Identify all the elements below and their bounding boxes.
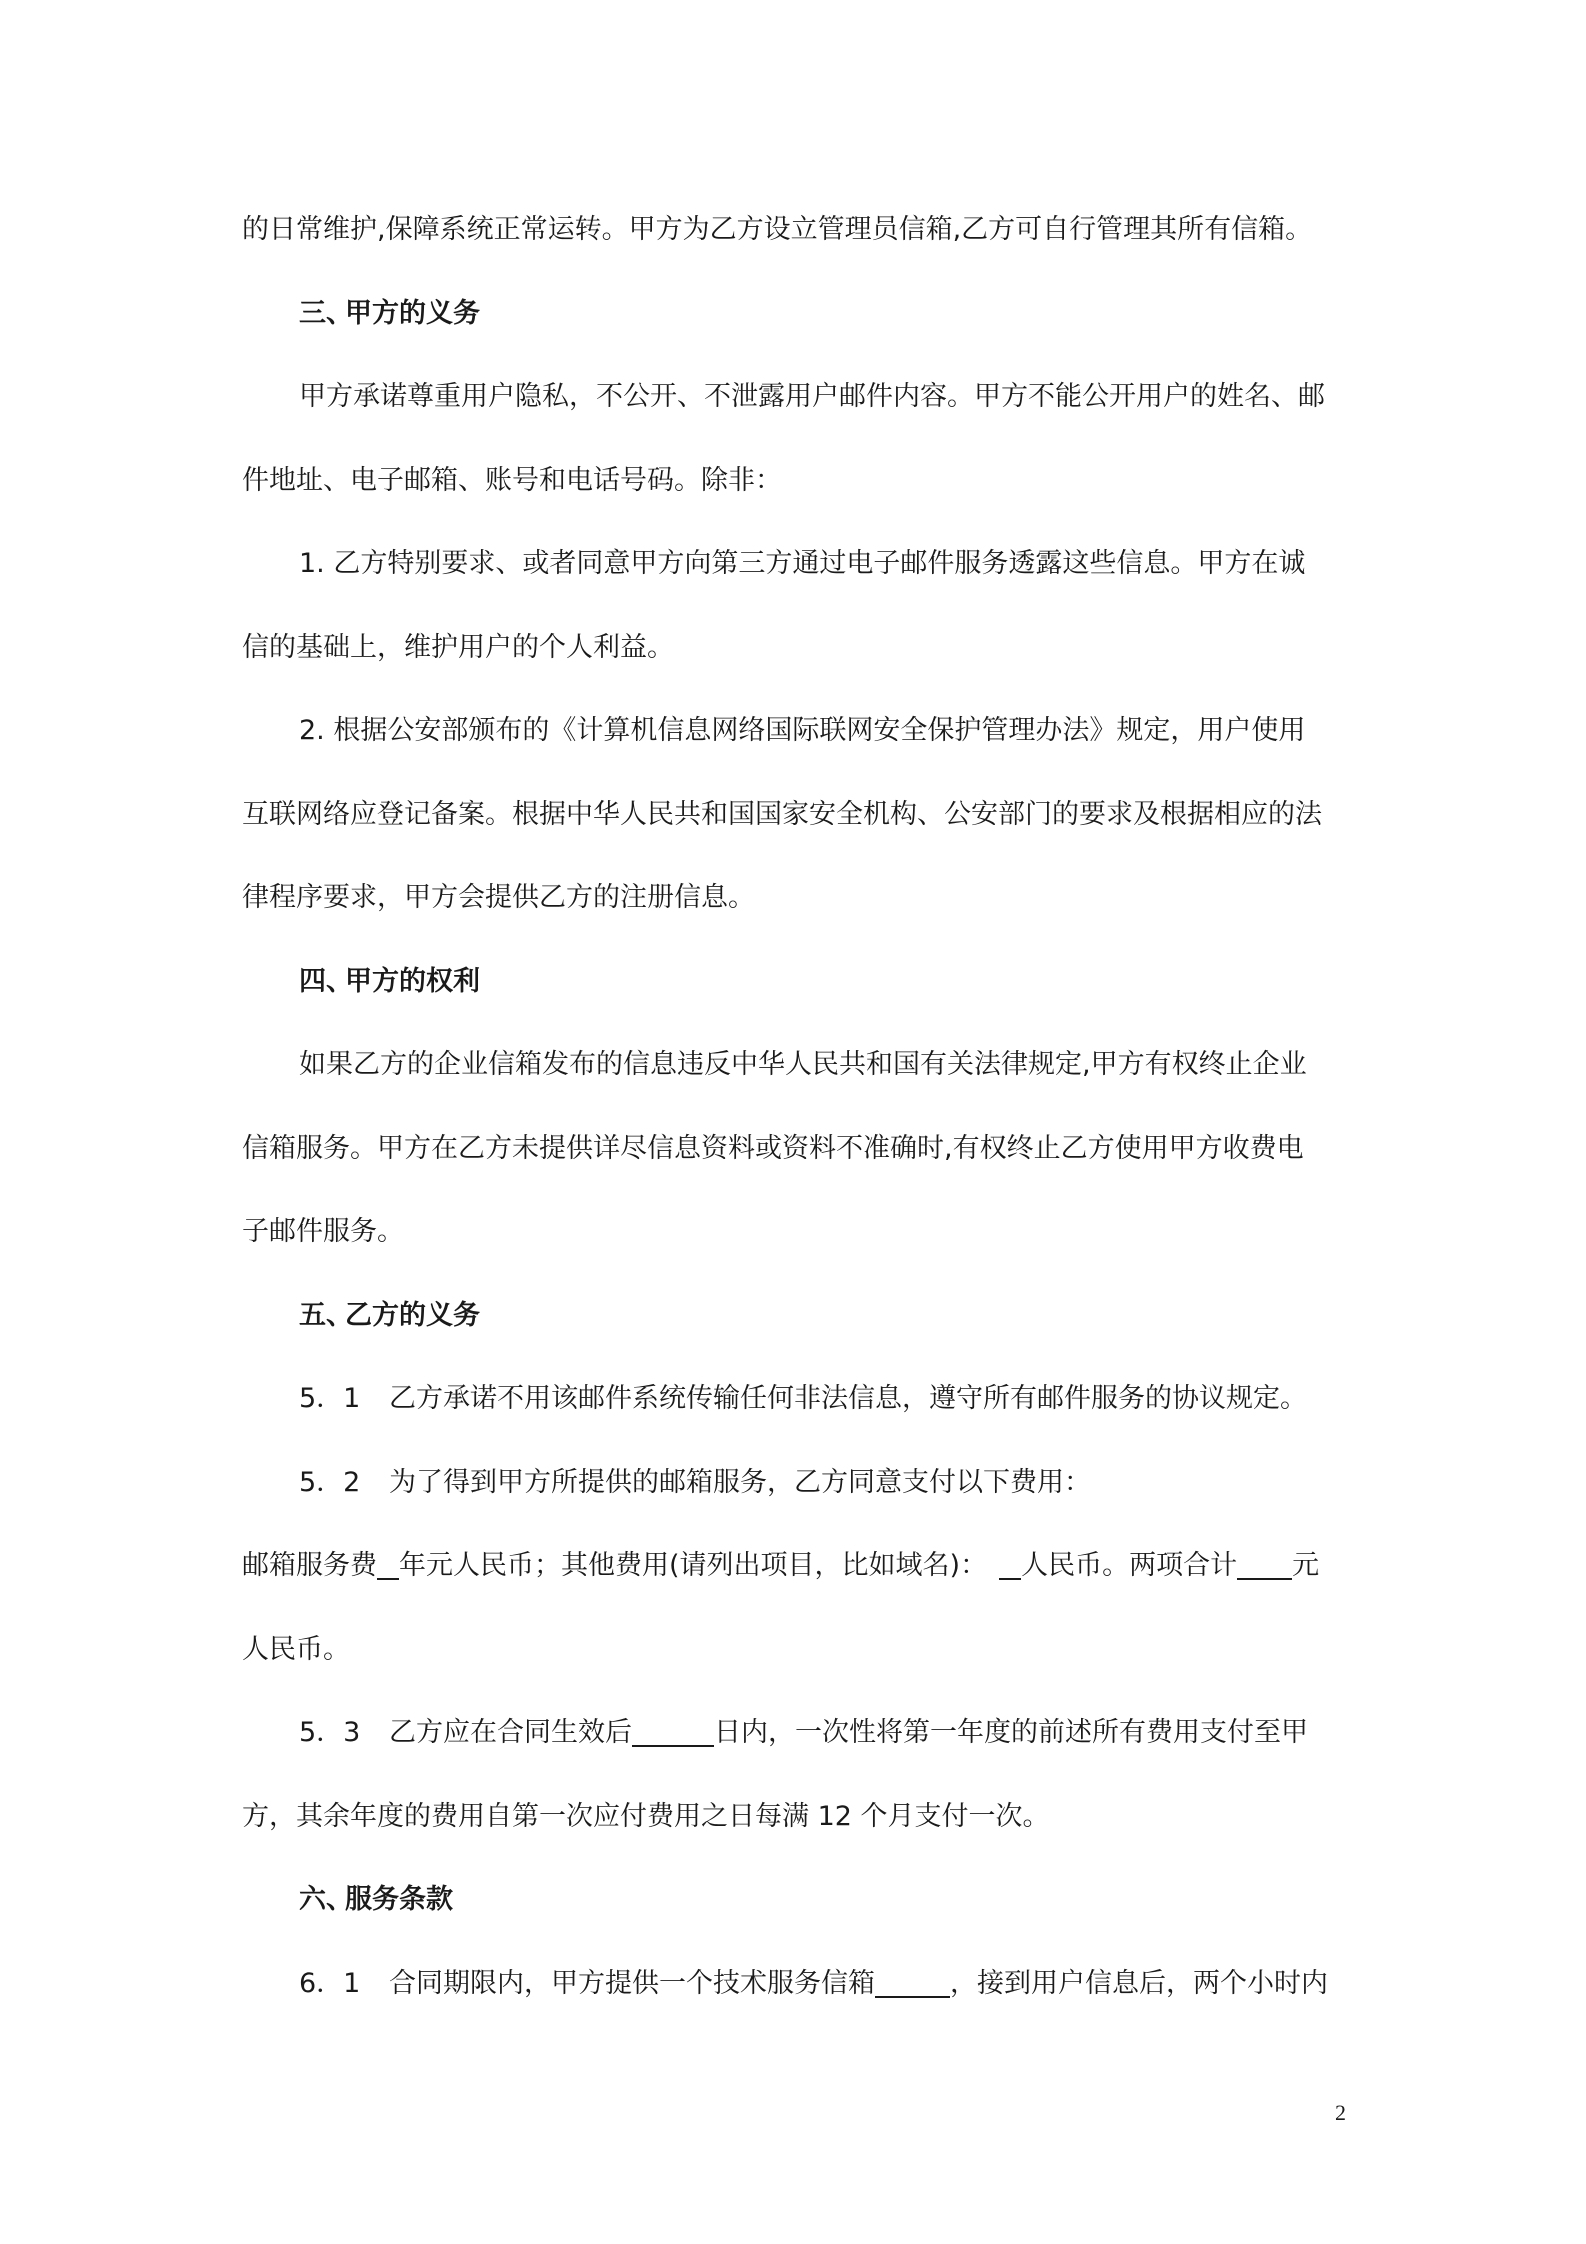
clause-text-2: 日内，一次性将第一年度的前述所有费用支付至甲 bbox=[714, 1717, 1308, 1748]
paragraph-line: 的日常维护,保障系统正常运转。甲方为乙方设立管理员信箱,乙方可自行管理其所有信箱。 bbox=[242, 214, 1313, 245]
clause-number: 5．1 bbox=[299, 1383, 361, 1414]
page-number: 2 bbox=[1335, 2100, 1346, 2125]
list-item-line: 互联网络应登记备案。根据中华人民共和国国家安全机构、公安部门的要求及根据相应的法 bbox=[242, 799, 1322, 830]
list-item-line: 律程序要求，甲方会提供乙方的注册信息。 bbox=[242, 882, 755, 913]
list-item-line: 1. 乙方特别要求、或者同意甲方向第三方通过电子邮件服务透露这些信息。甲方在诚 bbox=[299, 548, 1306, 579]
heading-title: 服务条款 bbox=[345, 1884, 453, 1915]
heading-number: 五、 bbox=[299, 1300, 353, 1331]
clause-text: 乙方应在合同生效后 bbox=[389, 1717, 632, 1748]
paragraph-line: 甲方承诺尊重用户隐私，不公开、不泄露用户邮件内容。甲方不能公开用户的姓名、邮 bbox=[299, 381, 1325, 412]
clause-number: 5．2 bbox=[299, 1467, 361, 1498]
clause-line bbox=[299, 1713, 1419, 1753]
days-blank[interactable] bbox=[632, 1715, 714, 1747]
clause-line bbox=[299, 1463, 1419, 1503]
heading-number: 四、 bbox=[299, 966, 353, 997]
fee-label: 邮箱服务费 bbox=[242, 1550, 377, 1581]
paragraph-line: 方，其余年度的费用自第一次应付费用之日每满 12 个月支付一次。 bbox=[242, 1801, 1050, 1832]
heading-number: 三、 bbox=[299, 298, 353, 329]
paragraph-line: 信箱服务。甲方在乙方未提供详尽信息资料或资料不准确时,有权终止乙方使用甲方收费电 bbox=[242, 1133, 1304, 1164]
fee-unit: 元 bbox=[1292, 1550, 1320, 1581]
heading-title: 甲方的权利 bbox=[345, 966, 480, 997]
list-item-line: 信的基础上，维护用户的个人利益。 bbox=[242, 632, 674, 663]
paragraph-line: 件地址、电子邮箱、账号和电话号码。除非： bbox=[242, 465, 782, 496]
heading-number: 六、 bbox=[299, 1884, 353, 1915]
service-mailbox-blank[interactable] bbox=[875, 1966, 950, 1998]
heading-title: 甲方的义务 bbox=[345, 298, 480, 329]
section-heading-5 bbox=[299, 1296, 1419, 1336]
clause-number: 6．1 bbox=[299, 1968, 361, 1999]
clause-line bbox=[299, 1964, 1419, 2004]
fee-text-2: 人民币。两项合计 bbox=[1021, 1550, 1238, 1581]
section-heading-3 bbox=[299, 294, 1419, 334]
total-fee-blank[interactable] bbox=[1237, 1548, 1292, 1580]
clause-text: 合同期限内，甲方提供一个技术服务信箱 bbox=[389, 1968, 875, 1999]
list-item-line: 2. 根据公安部颁布的《计算机信息网络国际联网安全保护管理办法》规定，用户使用 bbox=[299, 715, 1306, 746]
fee-line bbox=[242, 1546, 1362, 1586]
paragraph-line: 如果乙方的企业信箱发布的信息违反中华人民共和国有关法律规定,甲方有权终止企业 bbox=[299, 1049, 1307, 1080]
other-fee-blank[interactable] bbox=[999, 1548, 1021, 1580]
paragraph-line: 人民币。 bbox=[242, 1634, 350, 1665]
paragraph-line: 子邮件服务。 bbox=[242, 1216, 404, 1247]
section-heading-6 bbox=[299, 1880, 1419, 1920]
mailbox-fee-blank[interactable] bbox=[377, 1548, 399, 1580]
clause-text-2: ，接到用户信息后，两个小时内 bbox=[950, 1968, 1328, 1999]
section-heading-4 bbox=[299, 962, 1419, 1002]
clause-line bbox=[299, 1379, 1419, 1419]
clause-text: 乙方承诺不用该邮件系统传输任何非法信息，遵守所有邮件服务的协议规定。 bbox=[389, 1383, 1307, 1414]
fee-text: 年元人民币；其他费用(请列出项目，比如域名)： bbox=[399, 1550, 988, 1581]
heading-title: 乙方的义务 bbox=[345, 1300, 480, 1331]
clause-text: 为了得到甲方所提供的邮箱服务，乙方同意支付以下费用： bbox=[389, 1467, 1091, 1498]
clause-number: 5．3 bbox=[299, 1717, 361, 1748]
